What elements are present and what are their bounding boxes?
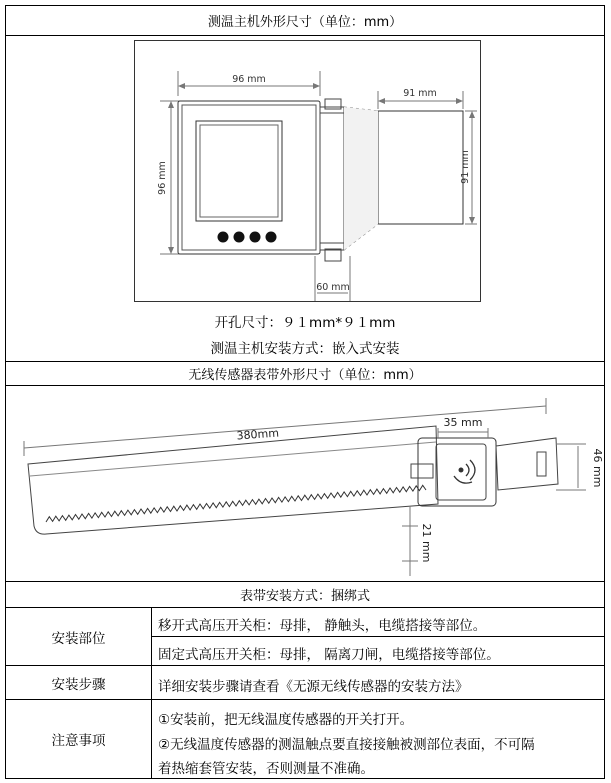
sensor-figure-section: [6, 386, 604, 582]
host-mount-text: 测温主机安装方式：嵌入式安装: [210, 341, 400, 357]
notes-row: [6, 700, 604, 778]
strap-length-label: 380mm: [236, 426, 280, 443]
location-divider: [152, 636, 604, 637]
sensor-dimensions-title: [6, 362, 604, 386]
sensor-mount-row: [6, 582, 604, 608]
notes-line-2: ②无线温度传感器的测温触点要直接接触被测部位表面，不可隔: [158, 737, 535, 753]
sensor-strap-drawing: [6, 386, 604, 582]
notes-line-1: ①安装前，把无线温度传感器的开关打开。: [158, 712, 414, 728]
host-drawing-svg: [135, 41, 480, 301]
head-height-label: 46 mm: [591, 448, 604, 488]
notes-label: 注意事项: [6, 700, 152, 778]
host-width-label: 96 mm: [232, 74, 266, 85]
host-height-label: 96 mm: [157, 161, 168, 195]
location-line-2: 固定式高压开关柜：母排， 隔离刀闸，电缆搭接等部位。: [158, 647, 500, 663]
host-button-1: [218, 232, 229, 243]
notes-line-3: 着热缩套管安装，否则测量不准确。: [158, 761, 374, 777]
install-location-label: 安装部位: [6, 608, 152, 665]
wireless-icon: [459, 468, 464, 473]
sensor-title-text: 无线传感器表带外形尺寸（单位：mm）: [188, 368, 422, 383]
strap-thickness-label: 21 mm: [420, 523, 433, 563]
spec-sheet: [5, 5, 605, 779]
install-steps-label: 安装步骤: [6, 666, 152, 699]
host-button-4: [266, 232, 277, 243]
host-drawing: [134, 40, 481, 302]
install-steps-text: 详细安装步骤请查看《无源无线传感器的安装方法》: [158, 679, 469, 695]
install-steps-row: [6, 666, 604, 700]
head-width-label: 35 mm: [443, 416, 483, 429]
sensor-mount-text: 表带安装方式：捆绑式: [239, 589, 370, 604]
host-button-3: [250, 232, 261, 243]
host-title-text: 测温主机外形尺寸（单位：mm）: [207, 15, 403, 30]
cutout-height-label: 91 mm: [460, 150, 471, 184]
host-figure-section: [6, 36, 604, 362]
cutout-size-text: 开孔尺寸：９１mm*９１mm: [214, 315, 396, 331]
install-location-row: [6, 608, 604, 666]
cutout-width-label: 91 mm: [403, 88, 437, 99]
location-line-1: 移开式高压开关柜：母排， 静触头，电缆搭接等部位。: [158, 618, 487, 634]
host-depth-label: 60 mm: [316, 282, 350, 293]
host-button-2: [234, 232, 245, 243]
host-dimensions-title: [6, 6, 604, 36]
